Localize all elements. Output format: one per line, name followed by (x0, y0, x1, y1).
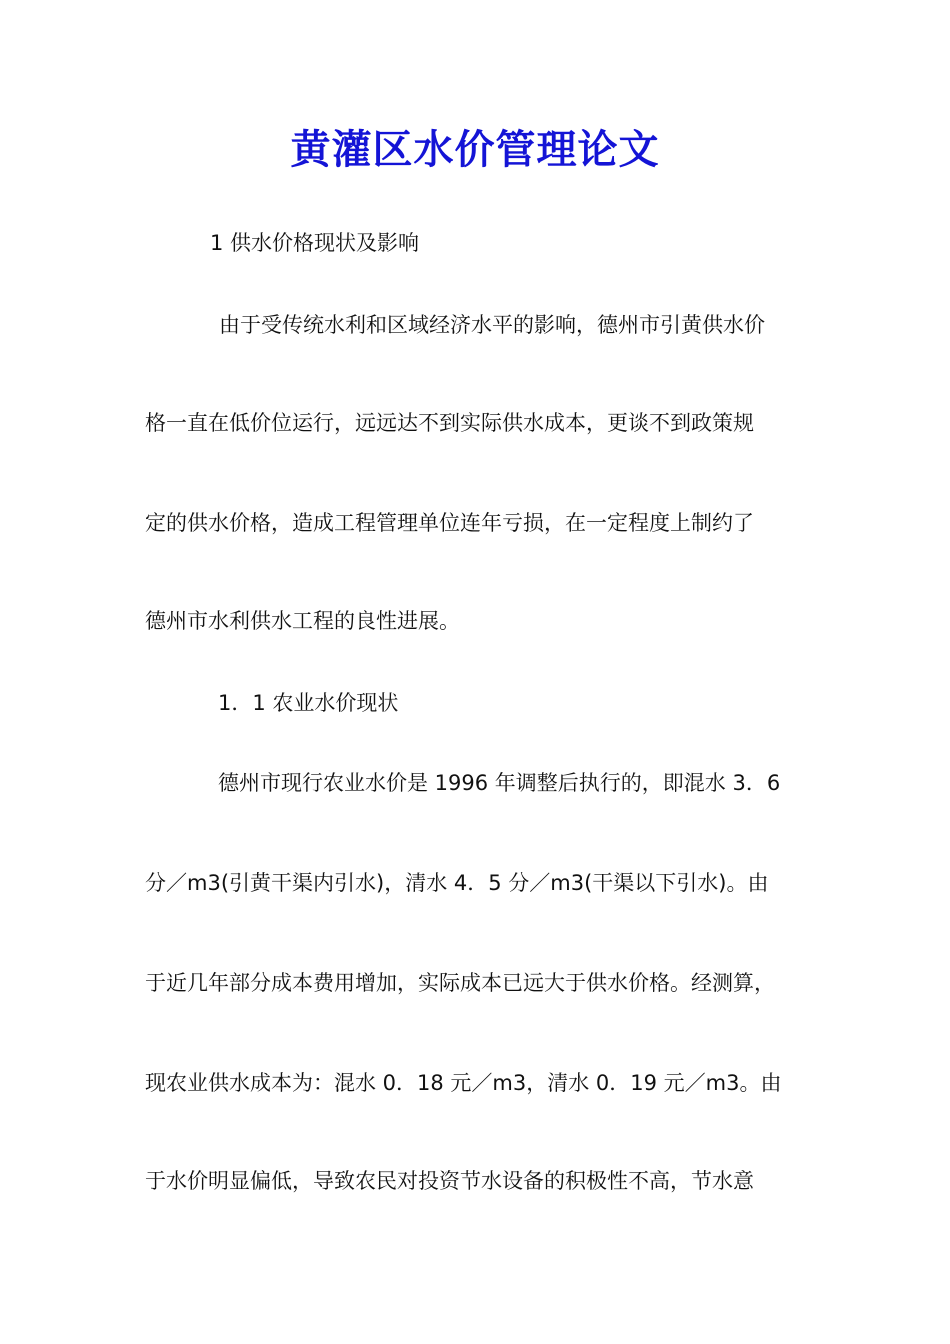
paragraph-line: 现农业供水成本为：混水 0．18 元／m3，清水 0．19 元／m3。由 (145, 1071, 782, 1095)
paragraph-line: 于水价明显偏低，导致农民对投资节水设备的积极性不高，节水意 (145, 1169, 754, 1193)
paragraph-line: 由于受传统水利和区域经济水平的影响，德州市引黄供水价 (198, 313, 765, 337)
subsection-heading: 1．1 农业水价现状 (218, 691, 399, 715)
paragraph-line: 分／m3(引黄干渠内引水)，清水 4．5 分／m3(干渠以下引水)。由 (145, 871, 769, 895)
paragraph-line: 格一直在低价位运行，远远达不到实际供水成本，更谈不到政策规 (145, 411, 754, 435)
document-title: 黄灌区水价管理论文 (290, 126, 660, 173)
paragraph-line: 德州市现行农业水价是 1996 年调整后执行的，即混水 3．6 (218, 771, 781, 795)
section-heading: 1 供水价格现状及影响 (210, 231, 420, 255)
paragraph-line: 定的供水价格，造成工程管理单位连年亏损，在一定程度上制约了 (145, 511, 754, 535)
paragraph-line: 德州市水利供水工程的良性进展。 (145, 609, 460, 633)
paragraph-line: 于近几年部分成本费用增加，实际成本已远大于供水价格。经测算， (145, 971, 775, 995)
